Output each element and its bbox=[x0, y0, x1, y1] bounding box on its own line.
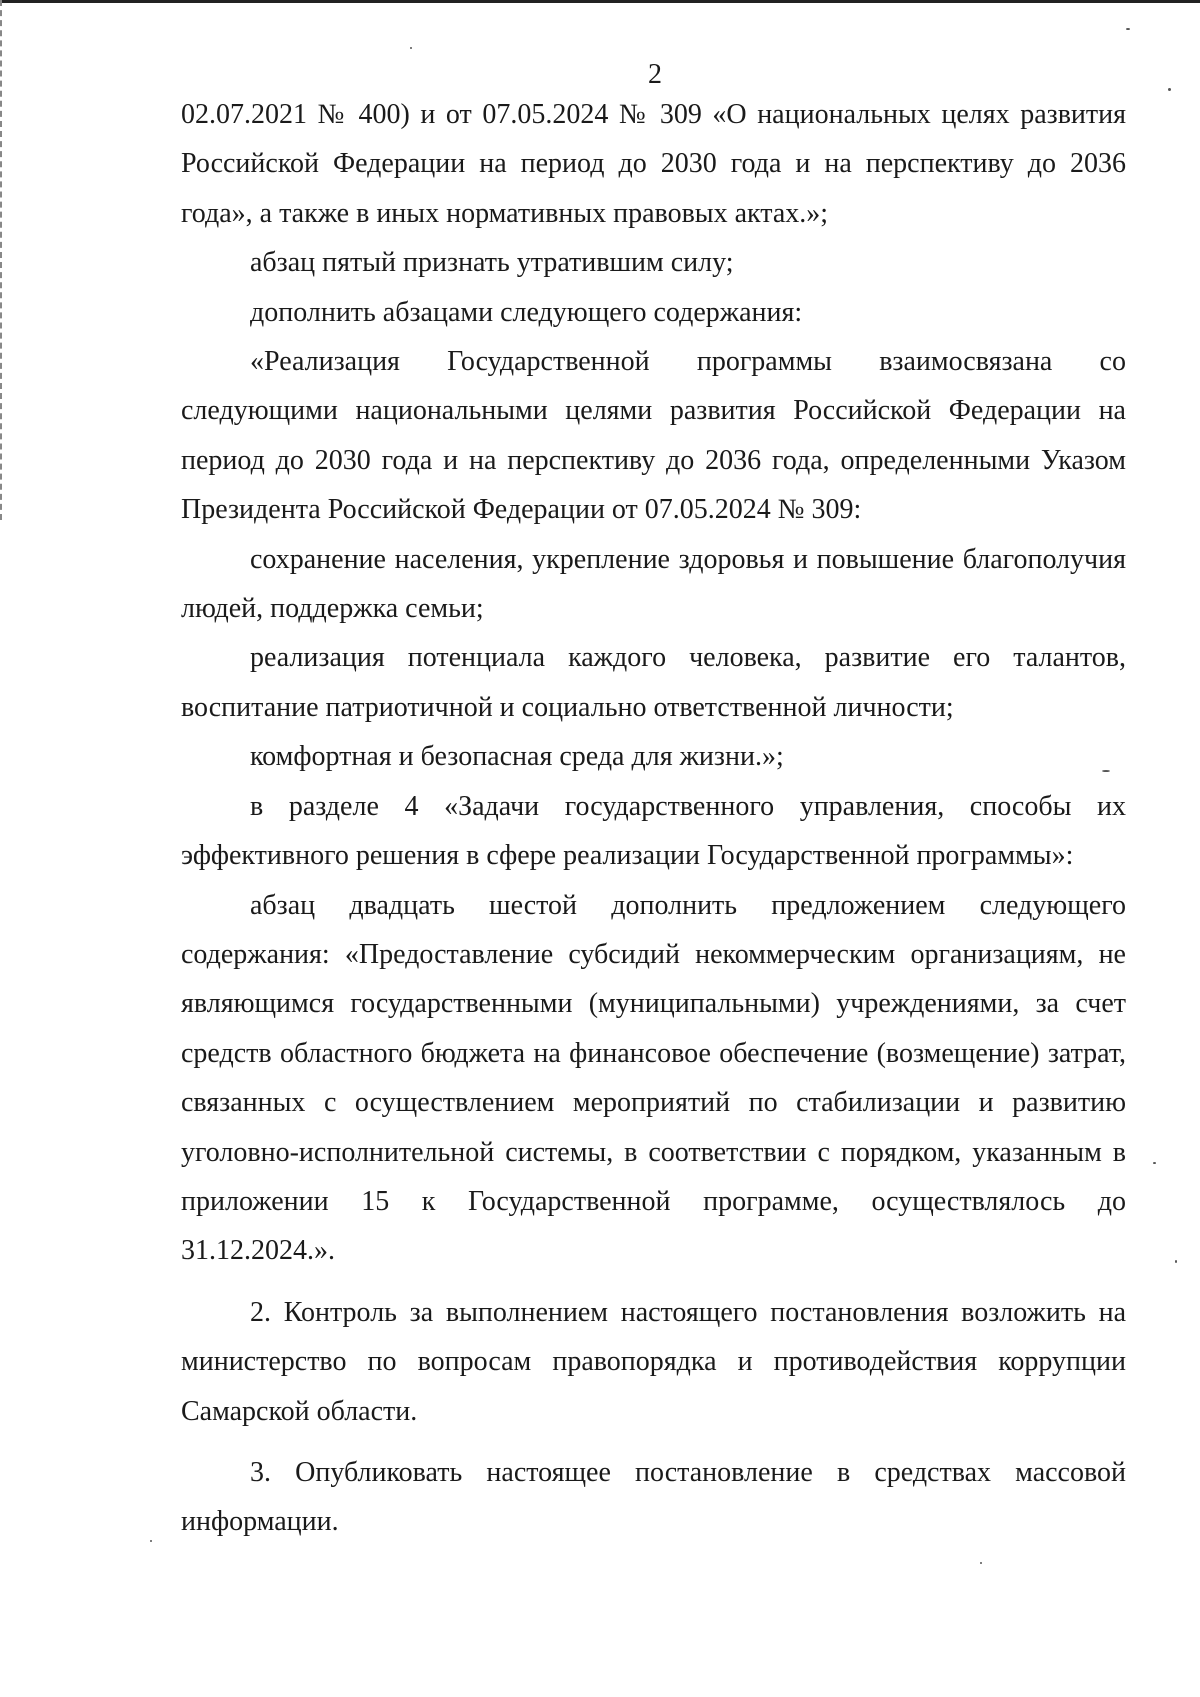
paragraph-amendment: абзац двадцать шестой дополнить предложением следующего содержания: «Предоставление субсидий некоммерческим организациям, не являющимся государственными (муниципальными) учреждениями, за счет средств областного бюджета на финансовое обеспечение (возмещение) затрат, связанных с осуществлением мероприятий по стабилизации и развитию уголовно-исполнительной системы, в соответствии с порядком, указанным в приложении 15 к Государственной программе, осуществлялось до 31.12.2024.». bbox=[181, 889, 1126, 1267]
scan-speck bbox=[1102, 770, 1110, 772]
scan-speck bbox=[150, 1540, 152, 1542]
scan-speck bbox=[1153, 1162, 1156, 1164]
paragraph-clause: абзац пятый признать утратившим силу; bbox=[250, 247, 734, 279]
paragraph-continuation: 02.07.2021 № 400) и от 07.05.2024 № 309 «О национальных целях развития Российской Федерации на период до 2030 года и на перспективу до 2036 года», а также в иных нормативных правовых актах.»; bbox=[181, 99, 1126, 229]
scan-speck bbox=[1168, 88, 1171, 91]
scan-speck bbox=[1126, 28, 1130, 30]
scan-speck bbox=[410, 47, 412, 49]
paragraph-item-3: 3. Опубликовать настоящее постановление в средствах массовой информации. bbox=[181, 1456, 1126, 1538]
paragraph-goal: комфортная и безопасная среда для жизни.»; bbox=[250, 741, 784, 773]
paragraph-item-2: 2. Контроль за выполнением настоящего постановления возложить на министерство по вопросам правопорядка и противодействия коррупции Самарской области. bbox=[181, 1296, 1126, 1427]
document-body bbox=[181, 90, 1126, 1547]
paragraph-goal: сохранение населения, укрепление здоровья и повышение благополучия людей, поддержка семьи; bbox=[181, 543, 1126, 625]
paragraph-clause: дополнить абзацами следующего содержания: bbox=[250, 296, 803, 328]
top-border-line bbox=[0, 0, 1200, 3]
paragraph-goal: реализация потенциала каждого человека, развитие его талантов, воспитание патриотичной и социально ответственной личности; bbox=[181, 642, 1126, 723]
page-number: 2 bbox=[648, 59, 662, 90]
scan-speck bbox=[980, 1562, 982, 1564]
paragraph-quote: «Реализация Государственной программы взаимосвязана со следующими национальными целями развития Российской Федерации на период до 2030 года и на перспективу до 2036 года, определенными Указом Президента Российской Федерации от 07.05.2024 № 309: bbox=[181, 346, 1126, 526]
paragraph-section: в разделе 4 «Задачи государственного управления, способы их эффективного решения в сфере реализации Государственной программы»: bbox=[181, 790, 1126, 872]
scan-speck bbox=[1175, 1260, 1177, 1263]
